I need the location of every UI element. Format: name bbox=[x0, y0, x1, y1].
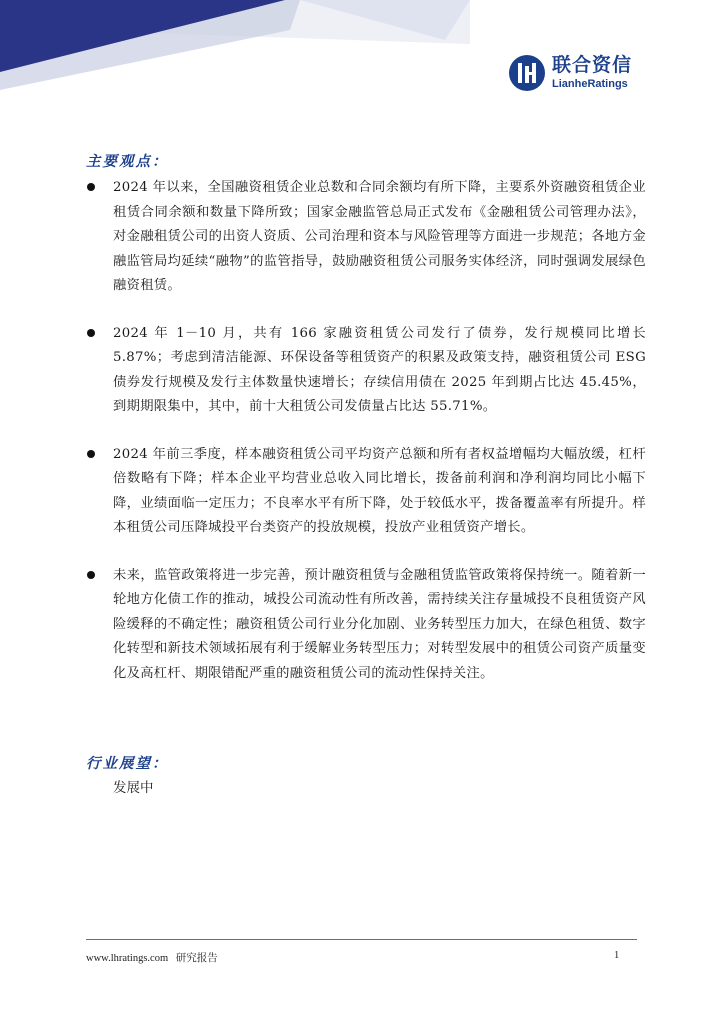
main-views-list bbox=[86, 176, 646, 709]
corner-decoration bbox=[0, 0, 470, 110]
brand-name-cn: 联合资信 bbox=[552, 54, 633, 76]
main-views-heading: 主要观点： bbox=[86, 154, 169, 170]
bullet-icon bbox=[87, 329, 95, 337]
lianhe-logo-icon bbox=[508, 54, 546, 92]
list-item bbox=[86, 443, 646, 541]
list-item bbox=[86, 176, 646, 299]
bullet-text: 2024 年以来，全国融资租赁企业总数和合同余额均有所下降，主要系外资融资租赁企业租赁合同余额和数量下降所致；国家金融监管总局正式发布《金融租赁公司管理办法》，对金融租赁公司的出资人资质、公司治理和资本与风险管理等方面进一步规范；各地方金融监管局均延续“融物”的监管指导，鼓励融资租赁公司服务实体经济，同时强调发展绿色融资租赁。 bbox=[113, 180, 646, 293]
bullet-icon bbox=[87, 571, 95, 579]
bullet-icon bbox=[87, 183, 95, 191]
footer-label: 研究报告 bbox=[175, 953, 218, 964]
footer-site-link[interactable]: www.lhratings.com bbox=[86, 953, 169, 964]
brand-name-en: LianheRatings bbox=[552, 78, 628, 90]
brand-logo bbox=[508, 54, 632, 92]
page-number: 1 bbox=[614, 950, 620, 961]
bullet-icon bbox=[87, 450, 95, 458]
outlook-heading: 行业展望： bbox=[86, 756, 169, 772]
bullet-text: 2024 年 1－10 月，共有 166 家融资租赁公司发行了债券，发行规模同比增长 5.87%；考虑到清洁能源、环保设备等租赁资产的积累及政策支持，融资租赁公司 ESG 债券发行规模及发行主体数量快速增长；存续信用债在 2025 年到期占比达 45.45%，到期期限集中，其中，前十大租赁公司发债量占比达 55.71%。 bbox=[113, 325, 646, 414]
list-item bbox=[86, 322, 646, 420]
bullet-text: 未来，监管政策将进一步完善，预计融资租赁与金融租赁监管政策将保持统一。随着新一轮地方化债工作的推动，城投公司流动性有所改善，需持续关注存量城投不良租赁资产风险缓释的不确定性；融资租赁公司行业分化加剧、业务转型压力加大，在绿色租赁、数字化转型和新技术领域拓展有利于缓解业务转型压力；对转型发展中的租赁公司资产质量变化及高杠杆、期限错配严重的融资租赁公司的流动性保持关注。 bbox=[113, 567, 646, 681]
footer-source bbox=[86, 950, 218, 965]
footer-divider bbox=[86, 939, 637, 940]
outlook-value: 发展中 bbox=[113, 780, 154, 796]
bullet-text: 2024 年前三季度，样本融资租赁公司平均资产总额和所有者权益增幅均大幅放缓，杠杆倍数略有下降；样本企业平均营业总收入同比增长，拨备前利润和净利润均同比小幅下降，业绩面临一定压力；不良率水平有所下降，处于较低水平，拨备覆盖率有所提升。样本租赁公司压降城投平台类资产的投放规模，投放产业租赁资产增长。 bbox=[113, 446, 646, 535]
list-item bbox=[86, 564, 646, 687]
